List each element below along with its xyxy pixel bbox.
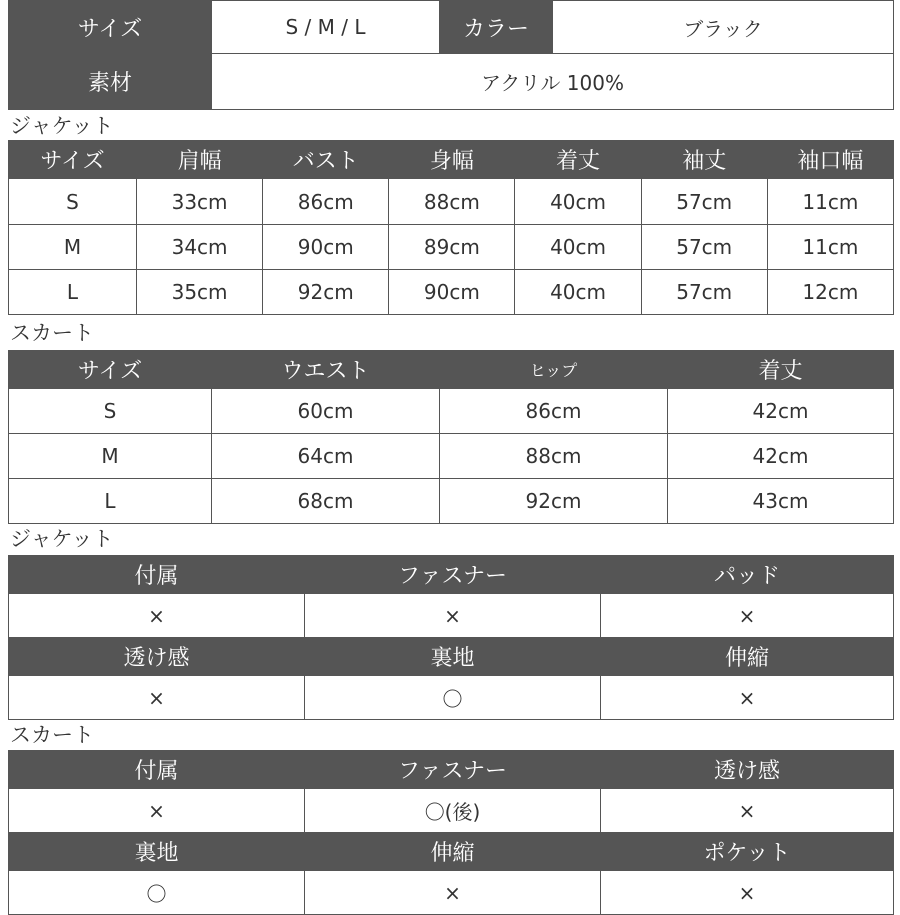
jacket-detail-header: 付属 bbox=[9, 556, 305, 594]
material-value: アクリル 100% bbox=[212, 54, 894, 110]
cell: S bbox=[9, 179, 137, 225]
skirt-detail-title: スカート bbox=[10, 723, 94, 747]
skirt-detail-header: ポケット bbox=[601, 833, 894, 871]
cell: 34cm bbox=[137, 225, 263, 270]
cell: 40cm bbox=[515, 225, 641, 270]
table-row bbox=[9, 479, 894, 524]
cell: 90cm bbox=[389, 270, 515, 315]
cell: × bbox=[9, 789, 305, 833]
cell: 90cm bbox=[263, 225, 389, 270]
cell: 57cm bbox=[641, 225, 767, 270]
cell: 35cm bbox=[137, 270, 263, 315]
spec-table bbox=[8, 0, 894, 110]
cell: 88cm bbox=[389, 179, 515, 225]
skirt-size-table bbox=[8, 350, 894, 524]
cell: × bbox=[601, 594, 894, 638]
cell: 57cm bbox=[641, 270, 767, 315]
jacket-size-header: 肩幅 bbox=[137, 141, 263, 179]
jacket-size-header: 着丈 bbox=[515, 141, 641, 179]
cell: L bbox=[9, 270, 137, 315]
cell: 42cm bbox=[668, 389, 894, 434]
cell: 57cm bbox=[641, 179, 767, 225]
cell: S bbox=[9, 389, 212, 434]
cell: 86cm bbox=[440, 389, 668, 434]
size-value: S / M / L bbox=[212, 1, 440, 54]
cell: 11cm bbox=[767, 179, 893, 225]
jacket-size-header: バスト bbox=[263, 141, 389, 179]
cell: 43cm bbox=[668, 479, 894, 524]
table-row bbox=[9, 434, 894, 479]
table-row bbox=[9, 270, 894, 315]
table-row bbox=[9, 789, 894, 833]
skirt-size-header: ウエスト bbox=[212, 351, 440, 389]
jacket-size-header: 袖丈 bbox=[641, 141, 767, 179]
cell: 92cm bbox=[263, 270, 389, 315]
jacket-detail-header: 透け感 bbox=[9, 638, 305, 676]
color-label: カラー bbox=[440, 1, 553, 54]
table-row bbox=[9, 871, 894, 915]
size-label: サイズ bbox=[9, 1, 212, 54]
jacket-size-header: 袖口幅 bbox=[767, 141, 893, 179]
table-row bbox=[9, 225, 894, 270]
table-row bbox=[9, 594, 894, 638]
cell: 42cm bbox=[668, 434, 894, 479]
cell: × bbox=[305, 594, 601, 638]
cell: × bbox=[9, 594, 305, 638]
skirt-detail-header: 裏地 bbox=[9, 833, 305, 871]
skirt-size-header: ヒップ bbox=[440, 351, 668, 389]
cell: M bbox=[9, 434, 212, 479]
skirt-detail-table bbox=[8, 750, 894, 915]
table-row bbox=[9, 676, 894, 720]
jacket-detail-header: 伸縮 bbox=[601, 638, 894, 676]
jacket-detail-table bbox=[8, 555, 894, 720]
color-value: ブラック bbox=[553, 1, 894, 54]
cell: 12cm bbox=[767, 270, 893, 315]
cell: 89cm bbox=[389, 225, 515, 270]
skirt-detail-header: 伸縮 bbox=[305, 833, 601, 871]
jacket-size-header: サイズ bbox=[9, 141, 137, 179]
cell: L bbox=[9, 479, 212, 524]
jacket-size-header: 身幅 bbox=[389, 141, 515, 179]
cell: 60cm bbox=[212, 389, 440, 434]
cell: 88cm bbox=[440, 434, 668, 479]
skirt-size-header: 着丈 bbox=[668, 351, 894, 389]
table-row bbox=[9, 389, 894, 434]
jacket-detail-header: ファスナー bbox=[305, 556, 601, 594]
cell: 92cm bbox=[440, 479, 668, 524]
jacket-detail-title: ジャケット bbox=[10, 527, 114, 551]
table-row bbox=[9, 179, 894, 225]
material-label: 素材 bbox=[9, 54, 212, 110]
cell: 40cm bbox=[515, 179, 641, 225]
cell: 68cm bbox=[212, 479, 440, 524]
cell: 40cm bbox=[515, 270, 641, 315]
skirt-detail-header: ファスナー bbox=[305, 751, 601, 789]
cell: × bbox=[601, 676, 894, 720]
cell: 86cm bbox=[263, 179, 389, 225]
jacket-detail-header: 裏地 bbox=[305, 638, 601, 676]
cell: M bbox=[9, 225, 137, 270]
jacket-size-table bbox=[8, 140, 894, 315]
cell: 11cm bbox=[767, 225, 893, 270]
cell: 〇(後) bbox=[305, 789, 601, 833]
jacket-size-title: ジャケット bbox=[10, 114, 114, 138]
cell: × bbox=[9, 676, 305, 720]
skirt-size-header: サイズ bbox=[9, 351, 212, 389]
skirt-detail-header: 透け感 bbox=[601, 751, 894, 789]
cell: × bbox=[601, 871, 894, 915]
skirt-detail-header: 付属 bbox=[9, 751, 305, 789]
cell: 64cm bbox=[212, 434, 440, 479]
skirt-size-title: スカート bbox=[10, 321, 94, 345]
jacket-detail-header: パッド bbox=[601, 556, 894, 594]
cell: × bbox=[601, 789, 894, 833]
cell: 〇 bbox=[9, 871, 305, 915]
cell: × bbox=[305, 871, 601, 915]
cell: 〇 bbox=[305, 676, 601, 720]
cell: 33cm bbox=[137, 179, 263, 225]
